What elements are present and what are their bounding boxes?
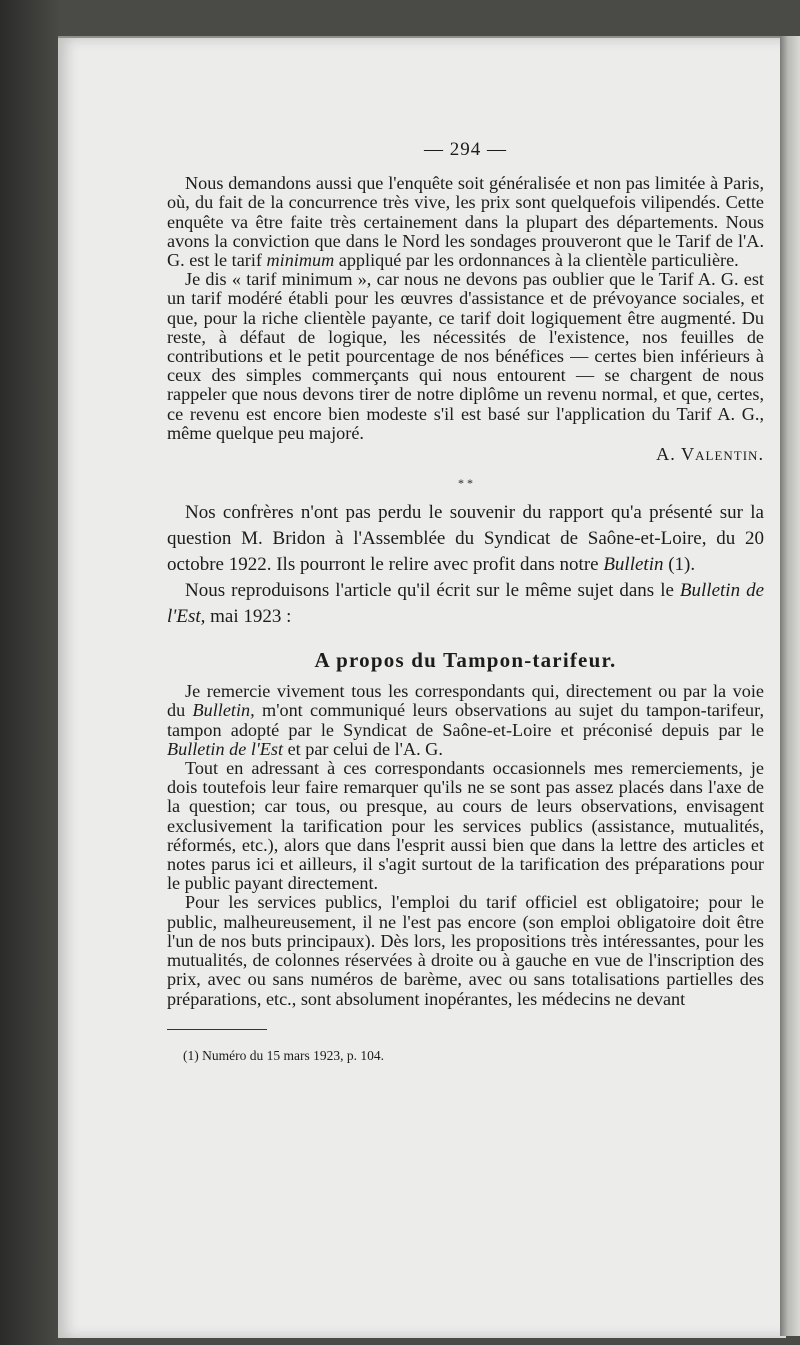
paragraph: Pour les services publics, l'emploi du tarif officiel est obligatoire; pour le public, malheureusement, il ne l'est pas encore (son emploi obligatoire doit être l'un de nos buts principaux). Dès lors, les propositions très intéressantes, pour les mutualités, de colonnes réservées à droite ou à gauche en vue de l'inscription des prix, avec ou sans numéros de barème, avec ou sans totalisations partielles des préparations, etc., sont absolument inopérantes, les médecins ne devant — [167, 892, 764, 1009]
text-run: Nous reproduisons l'article qu'il écrit sur le même sujet dans le — [185, 580, 674, 602]
text-run: Je remercie vivement tous les correspondants qui, directement ou par la voie du — [167, 681, 764, 721]
signature: A. Valentin. — [656, 444, 764, 465]
text-run: et par celui de l'A. G. — [287, 738, 443, 759]
paragraph — [167, 682, 764, 759]
text-run: m'ont communiqué leurs observations au sujet du tampon-tarifeur, tampon adopté par le Syndicat de Saône-et-Loire et préconisé depuis par le — [167, 700, 765, 740]
footnote-rule — [167, 1029, 267, 1030]
text-run: mai 1923 : — [210, 606, 292, 628]
article-body — [167, 682, 764, 1008]
italic-run: Bulletin — [603, 554, 664, 576]
paragraph — [167, 500, 764, 578]
footnote: (1) Numéro du 15 mars 1923, p. 104. — [183, 1047, 384, 1063]
italic-run: minimum — [266, 250, 335, 271]
italic-run: Bulletin, — [192, 700, 255, 721]
text-run: Nous demandons aussi que l'enquête soit généralisée et non pas limitée à Paris, où, du fait de la concurrence très vive, les prix sont quelquefois vilipendés. Cette enquête va être faite très certainement dans la plupart des départements. Nous avons la conviction que dans le Nord les sondages prouveront que le Tarif de l'A. G. est le tarif — [167, 173, 764, 271]
page-number: — 294 — — [424, 139, 507, 160]
page-right-edge — [780, 36, 800, 1336]
text-run: Nos confrères n'ont pas perdu le souvenir du rapport qu'a présenté sur la question M. Bridon à l'Assemblée du Syndicat de Saône-et-Loire, du 20 octobre 1922. Ils pourront le relire avec profit dans notre — [167, 502, 764, 576]
paragraph — [167, 578, 764, 630]
article-heading: A propos du Tampon-tarifeur. — [314, 648, 617, 673]
paragraph: Je dis « tarif minimum », car nous ne devons pas oublier que le Tarif A. G. est un tarif modéré établi pour les œuvres d'assistance et de prévoyance sociales, et que, pour la riche clientèle payante, ce tarif doit logiquement être augmenté. Du reste, à défaut de logique, les nécessités de l'existence, nos feuilles de contributions et le petit pourcentage de nos bénéfices — certes bien inférieurs à ceux des simples commerçants qui nous entourent — se chargent de nous rappeler que nous devons tirer de notre diplôme un revenu normal, et que, certes, ce revenu est encore bien modeste s'il est basé sur l'application du Tarif A. G., même quelque peu majoré. — [167, 269, 764, 443]
text-run: appliqué par les ordonnances à la clientèle particulière. — [338, 250, 739, 271]
separator-stars: * * — [458, 476, 473, 491]
paragraph: Tout en adressant à ces correspondants occasionnels mes remerciements, je dois toutefois leur faire remarquer qu'ils ne se sont pas assez placés dans l'axe de la question; car tous, ou presque, au cours de leurs observations, envisagent exclusivement la tarification pour les services publics (assistance, mutualités, réformés, etc.), alors que dans l'esprit aussi bien que dans la lettre des articles et notes parus ici et ailleurs, il s'agit surtout de la tarification des préparations pour le public payant directement. — [167, 758, 764, 894]
text-run: (1). — [668, 554, 696, 576]
italic-run: Bulletin de l'Est, — [167, 580, 765, 628]
page-text — [167, 140, 764, 1064]
intro-block — [167, 500, 764, 630]
paragraph — [167, 174, 764, 270]
italic-run: Bulletin de l'Est — [167, 738, 284, 759]
